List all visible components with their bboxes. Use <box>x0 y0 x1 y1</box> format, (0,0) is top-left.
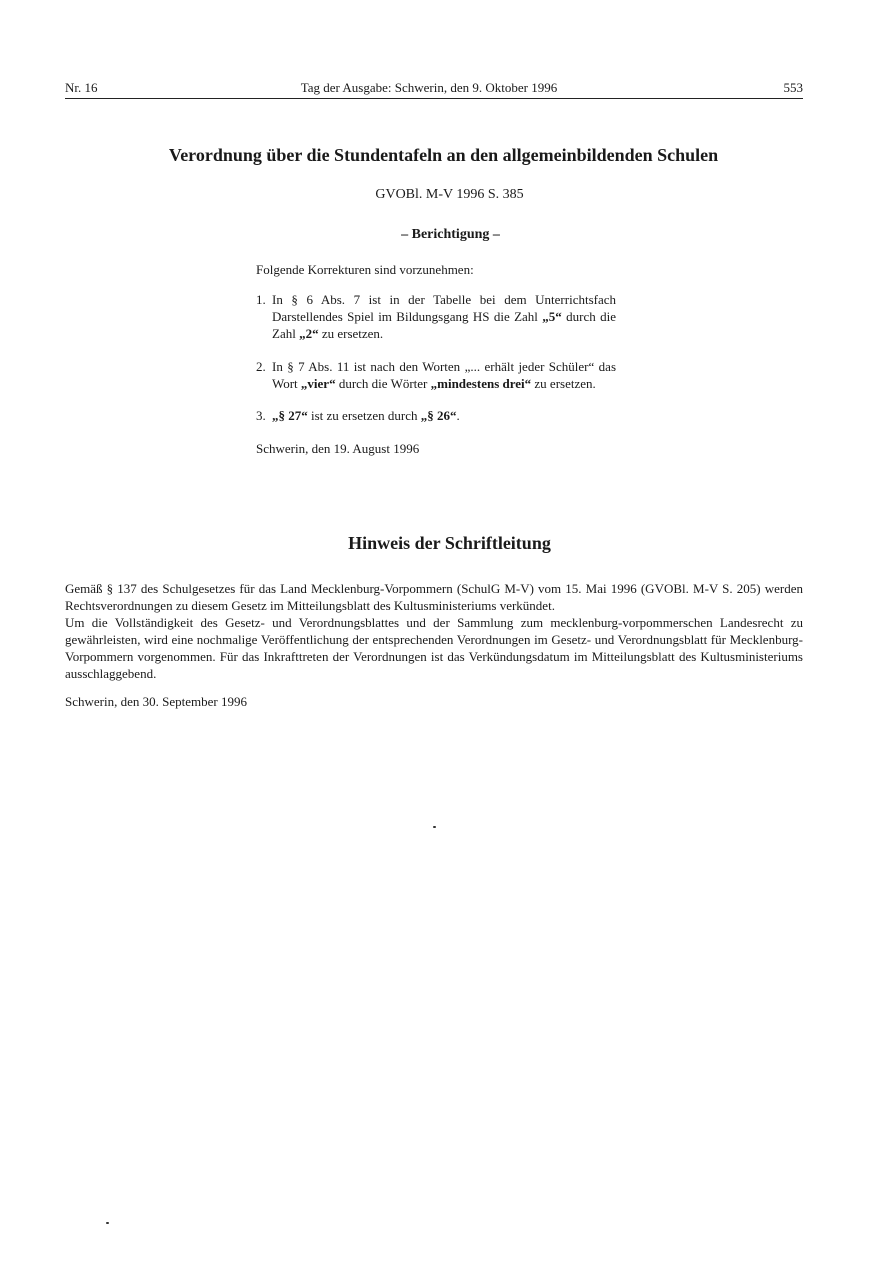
item-text-run: . <box>456 408 460 423</box>
notice-paragraph: Gemäß § 137 des Schulgesetzes für das Land Mecklenburg-Vorpommern (SchulG M-V) vom 15. Mai 1996 (GVOBl. M-V S. 205) werden Rechtsverordnungen zu diesem Gesetz im Mitteilungsblatt des Kultusministeriums verkündet. <box>65 581 803 613</box>
item-text-run: „5“ <box>542 309 562 324</box>
item-text-run: zu ersetzen. <box>318 326 384 341</box>
item-text-run: „vier“ <box>300 376 336 391</box>
item-number: 3. <box>256 408 266 423</box>
item-text-run: „mindestens drei“ <box>430 376 532 391</box>
item-number: 2. <box>256 359 266 374</box>
correction-item <box>256 407 616 424</box>
item-text <box>272 358 616 392</box>
correction-intro: Folgende Korrekturen sind vorzunehmen: <box>256 262 474 277</box>
correction-item <box>256 291 616 342</box>
item-text-run: ist zu ersetzen durch <box>307 408 421 423</box>
correction-heading: – Berichtigung – <box>401 227 500 242</box>
correction-item <box>256 358 616 392</box>
regulation-citation: GVOBl. M-V 1996 S. 385 <box>375 187 524 202</box>
item-text-run: „§ 26“ <box>420 408 457 423</box>
item-text-run: durch die Zahl <box>272 309 617 341</box>
item-text-run: „§ 27“ <box>272 408 308 423</box>
notice-signature: Schwerin, den 30. September 1996 <box>65 694 247 709</box>
item-text-run: In § 7 Abs. 11 ist nach den Worten „... erhält jeder Schüler“ das Wort <box>272 359 616 391</box>
item-number: 1. <box>256 292 266 307</box>
item-text-run: zu ersetzen. <box>531 376 596 391</box>
issue-number: Nr. 16 <box>65 80 98 95</box>
item-text-run: durch die Wörter <box>335 376 431 391</box>
notice-body <box>65 580 803 682</box>
regulation-title: Verordnung über die Stundentafeln an den allgemeinbildenden Schulen <box>168 145 719 165</box>
item-text <box>272 407 616 424</box>
notice-paragraph: Um die Vollständigkeit des Gesetz- und Verordnungsblattes und der Sammlung zum mecklenburg-vorpommerschen Landesrecht zu gewährleisten, wird eine nochmalige Veröffentlichung der entsprechenden Verordnungen im Gesetz- und Verordnungsblatt für Mecklenburg-Vorpommern vorgenommen. Für das Inkrafttreten der Verordnungen ist das Verkündungsdatum im Mitteilungsblatt des Kultusministeriums ausschlaggebend. <box>65 615 803 681</box>
scan-speck <box>106 1222 109 1224</box>
regulation-signature: Schwerin, den 19. August 1996 <box>256 441 420 456</box>
notice-title: Hinweis der Schriftleitung <box>348 533 551 553</box>
item-text-run: „2“ <box>299 326 319 341</box>
scan-speck <box>433 826 436 828</box>
page-number: 553 <box>783 80 803 95</box>
issue-date: Tag der Ausgabe: Schwerin, den 9. Oktober 1996 <box>300 80 558 95</box>
item-text <box>272 291 616 342</box>
item-text-run: In § 6 Abs. 7 ist in der Tabelle bei dem Unterrichtsfach Darstellendes Spiel im Bildungsgang HS die Zahl <box>272 292 616 324</box>
page-header <box>65 79 803 99</box>
